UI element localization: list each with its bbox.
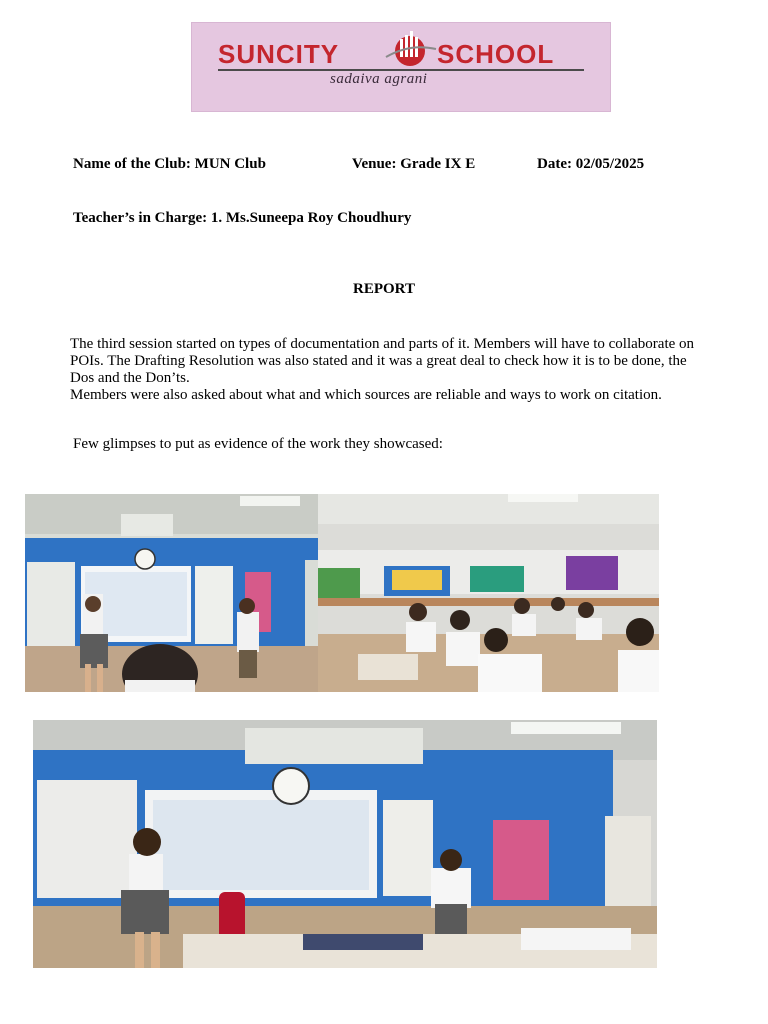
logo-word-suncity: SUNCITY (218, 39, 340, 69)
report-body (70, 336, 730, 404)
glimpses-caption: Few glimpses to put as evidence of the work they showcased: (73, 436, 443, 452)
report-line: The third session started on types of documentation and parts of it. Members will have to collaborate on (70, 336, 695, 352)
photo-presentation-board (25, 494, 318, 692)
photo-students-seated (318, 494, 659, 692)
logo-word-school: SCHOOL (437, 39, 555, 69)
school-emblem-icon (380, 27, 440, 71)
report-line: Dos and the Don’ts. (70, 370, 190, 386)
club-name: Name of the Club: MUN Club (73, 156, 266, 172)
report-line: POIs. The Drafting Resolution was also stated and it was a great deal to check how it is to be done, the (70, 353, 687, 369)
photo-classroom-wide (33, 720, 657, 968)
school-logo (191, 22, 611, 112)
report-title: REPORT (353, 281, 415, 297)
report-line: Members were also asked about what and which sources are reliable and ways to work on citation. (70, 387, 662, 403)
teacher-in-charge: Teacher’s in Charge: 1. Ms.Suneepa Roy Choudhury (73, 210, 412, 226)
venue: Venue: Grade IX E (352, 156, 476, 172)
date: Date: 02/05/2025 (537, 156, 645, 172)
logo-tagline: sadaiva agrani (330, 71, 428, 87)
